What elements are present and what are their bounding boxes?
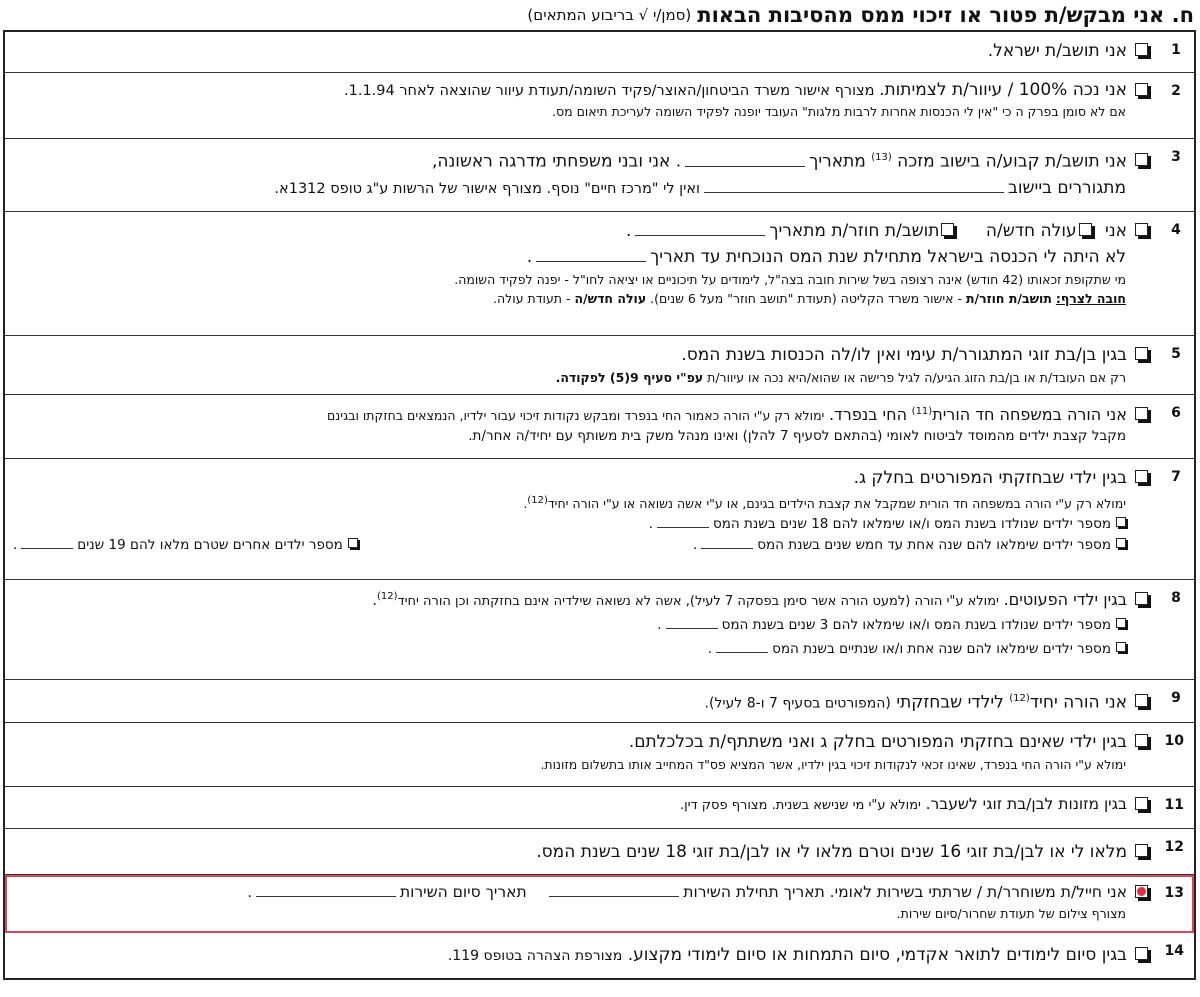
item-5 [5, 336, 1194, 395]
sub-label: מספר ילדים אחרים שטרם מלאו להם 19 שנים [77, 537, 343, 554]
item-text: אני [1105, 221, 1127, 241]
checkbox-degree-completion[interactable] [1135, 947, 1148, 960]
item-note: ימולא ע"י הורה החי בנפרד, שאינו זכאי לנקודות זיכוי בגין ילדיו, אשר המציא פס"ד המחייב אותו בתשלום מזונות. [540, 757, 1126, 772]
item-text: לא היתה לי הכנסה בישראל מתחילת שנת המס הנוכחית עד תאריך [650, 247, 1126, 267]
item-text: אני נכה 100% / עיוור/ת לצמיתות. [879, 80, 1127, 100]
item-number: 11 [1164, 797, 1184, 813]
item-11 [5, 787, 1194, 829]
checkbox-children-not-in-custody[interactable] [1135, 734, 1148, 747]
until-date-field[interactable] [536, 247, 646, 262]
sub-item-1-5: מספר ילדים שימלאו להם שנה אחת עד חמש שנים בשנת המס. [693, 534, 1126, 555]
item-text: בגין מזונות לבן/בת זוגי לשעבר. [925, 795, 1127, 813]
footnote-ref: (12) [1009, 693, 1030, 704]
item-text: אני תושב/ת ישראל. [987, 41, 1127, 61]
attach-bold: תושב/ת חוזר/ת [965, 291, 1052, 306]
item-number: 7 [1171, 469, 1181, 485]
item-number: 1 [1171, 42, 1181, 58]
sub-item-born-or-18: מספר ילדים שנולדו בשנת המס ו/או שימלאו להם 18 שנים בשנת המס. [13, 513, 1148, 534]
from-date-field[interactable] [635, 221, 765, 236]
sub-label: מספר ילדים שימלאו להם שנה אחת עד חמש שנים בשנת המס [757, 537, 1111, 554]
item-text: . אני ובני משפחתי מדרגה ראשונה, [431, 151, 682, 172]
item-text: ואין לי "מרכז חיים" נוסף. מצורף אישור של הרשות ע"ג טופס 1312א. [274, 180, 701, 197]
sub-label: מספר ילדים שנולדו בשנת המס ו/או שימלאו להם 3 שנים בשנת המס [721, 616, 1111, 633]
footnote-ref: (12) [376, 591, 398, 602]
item-text: מתגוררים ביישוב [1008, 177, 1126, 198]
item-number: 6 [1171, 405, 1181, 421]
item-1 [5, 32, 1194, 73]
item-number: 4 [1171, 222, 1181, 238]
item-note: מקבל קצבת ילדים מהמוסד לביטוח לאומי (בהתאם לסעיף 7 להלן) ואינו מנהל משק בית משותף עם יחיד/ה אחר/ת. [468, 427, 1126, 444]
checkbox-discharged-soldier[interactable] [1135, 885, 1148, 898]
item-13: 13 אני חייל/ת משוחרר/ת / שרתתי בשירות לאומי. תאריך תחילת השירות תאריך סיום השירות. מצורף צילום של תעודת שחרור/סיום שירות. [5, 875, 1194, 933]
checkbox-single-parent[interactable] [1135, 694, 1148, 707]
item-text: (המפורטים בסעיף 7 ו-8 לעיל). [704, 695, 891, 712]
item-8: 8 בגין ילדי הפעוטים. ימולא ע"י הורה (למעט הורה אשר סימן בפסקה 7 לעיל), אשה לא נשואה שילדיה אינם בחזקתה וכן הורה יחיד$^{(12)}$. מספר ילדים שנולדו בשנת המס ו/או שימלאו להם 3 שנים בשנת המס. מספר ילדים שימלאו להם שנה אחת ו/או שנתיים בשנת המס. [5, 580, 1194, 680]
item-text: בגין סיום לימודים לתואר אקדמי, סיום התמחות או סיום לימודי מקצוע. [627, 945, 1127, 965]
item-text: אני חייל/ת משוחרר/ת / שרתתי בשירות לאומי. תאריך תחילת השירות [683, 883, 1127, 901]
sub-label: מספר ילדים שנולדו בשנת המס ו/או שימלאו להם 18 שנים בשנת המס [712, 516, 1111, 533]
item-text: ימולא רק ע"י הורה כאמור החי בנפרד ומבקש נקודות זיכוי עבור ילדיו, הנמצאים בחזקתו ובגינם [327, 407, 825, 423]
sub-label: מספר ילדים שימלאו להם שנה אחת ו/או שנתיים בשנת המס [772, 640, 1111, 657]
item-text: בגין בן/בת זוגי המתגורר/ת עימי ואין לו/לה הכנסות בשנת המס. [681, 345, 1127, 365]
attach-bold: עולה חדש/ה [574, 291, 647, 306]
item-text: לילדי שבחזקתי [896, 692, 1004, 713]
count-field[interactable] [657, 513, 709, 528]
checkbox-age-16-18[interactable] [1135, 844, 1148, 857]
item-note: מצורפת הצהרה בטופס 119. [447, 948, 623, 964]
item-number: 3 [1171, 149, 1181, 165]
count-field[interactable] [701, 534, 753, 549]
checkbox-resident[interactable] [1135, 43, 1148, 56]
checkbox-sub[interactable] [1116, 642, 1126, 652]
item-text: החי בנפרד. [828, 404, 908, 424]
item-6 [5, 395, 1194, 459]
item-text: מתאריך [769, 221, 826, 241]
option-label: תושב/ת חוזר/ת [831, 221, 940, 241]
checkbox-toddlers[interactable] [1135, 592, 1148, 605]
checkbox-children-in-custody[interactable] [1135, 470, 1148, 483]
item-text: מלאו לי או לבן/בת זוגי 16 שנים וטרם מלאו לי או לבן/בת זוגי 18 שנים בשנת המס. [536, 842, 1127, 862]
item-12 [5, 829, 1194, 875]
footnote-ref: (11) [911, 406, 933, 417]
sub-item-row [13, 534, 1148, 555]
attach-text: - תעודת עולה. [493, 291, 571, 306]
item-number: 14 [1164, 943, 1184, 959]
item-text: אני הורה יחיד [1029, 692, 1127, 713]
section-heading: ח. אני מבקש/ת פטור או זיכוי ממס מהסיבות הבאות [697, 3, 1194, 27]
checkbox-sub[interactable] [1116, 538, 1126, 548]
exemption-form [3, 30, 1196, 980]
checkbox-single-parent-separate[interactable] [1135, 407, 1148, 420]
checkbox-qualifying-settlement[interactable] [1135, 153, 1148, 166]
service-start-date-field[interactable] [549, 882, 679, 897]
footnote-ref: (13) [871, 152, 892, 163]
checkbox-new-immigrant-returning[interactable] [1135, 223, 1148, 236]
item-text-cont: מצורף אישור משרד הביטחון/האוצר/פקיד השומה/תעודת עיוור שהוצאה לאחר 1.1.94. [344, 83, 875, 99]
section-instruction: (סמן/י √ בריבוע המתאים) [527, 6, 692, 24]
item-text: בגין ילדי שבחזקתי המפורטים בחלק ג. [853, 468, 1127, 488]
item-text: תאריך סיום השירות [399, 883, 527, 901]
count-field[interactable] [666, 614, 718, 629]
item-number: 13 [1164, 885, 1184, 901]
item-number: 5 [1171, 346, 1181, 362]
checkbox-sub[interactable] [1116, 517, 1126, 527]
note-text: רק אם העובד/ת או בן/בת הזוג הגיע/ה לגיל פרישה או שהוא/היא נכה או עיוור/ת [707, 370, 1126, 385]
item-note: מצורף צילום של תעודת שחרור/סיום שירות. [896, 906, 1126, 921]
item-text: אני הורה במשפחה חד הורית [932, 404, 1127, 424]
sub-item-under-19: מספר ילדים אחרים שטרם מלאו להם 19 שנים. [13, 534, 358, 555]
note-text: ימולא רק ע"י הורה במשפחה חד הורית שמקבל את קצבת הילדים בגינם, או ע"י אשה נשואה או ע"י הורה יחיד [547, 496, 1126, 512]
item-note: ימולא ע"י הורה (למעט הורה אשר סימן בפסקה 7 לעיל), אשה לא נשואה שילדיה אינם בחזקתה וכן הורה יחיד [397, 593, 999, 609]
item-attach-note [13, 289, 1148, 308]
count-field[interactable] [21, 534, 73, 549]
item-text: אני תושב/ת קבוע/ה בישוב מזכה [897, 151, 1127, 172]
section-title [0, 0, 1200, 30]
sub-item-1-2: מספר ילדים שימלאו להם שנה אחת ו/או שנתיים בשנת המס. [13, 637, 1148, 661]
item-4: 4 אני עולה חדש/ה תושב/ת חוזר/ת מתאריך. לא היתה לי הכנסה בישראל מתחילת שנת המס הנוכחית עד תאריך. מי שתקופת זכאותו (42 חודש) אינה רצופה בשל שירות חובה בצה"ל, לימודים על תיכוניים או יציאה לחו"ל - יפנה לפקיד השומה. חובה לצרף: תושב/ת חוזר/ת - אישור משרד הקליטה (תעודת "תושב חוזר" מעל 6 שנים). עולה חדש/ה - תעודת עולה. [5, 212, 1194, 336]
item-7 [5, 459, 1194, 580]
attach-label: חובה לצרף: [1055, 291, 1126, 306]
sub-item-born-or-3: מספר ילדים שנולדו בשנת המס ו/או שימלאו להם 3 שנים בשנת המס. [13, 613, 1148, 637]
item-text: בגין ילדי הפעוטים. [1003, 589, 1127, 609]
item-note: ימולא ע"י מי שנישא בשנית. מצורף פסק דין. [679, 798, 921, 813]
item-note: מי שתקופת זכאותו (42 חודש) אינה רצופה בשל שירות חובה בצה"ל, לימודים על תיכוניים או יציאה לחו"ל - יפנה לפקיד השומה. [454, 272, 1126, 287]
item-9 [5, 680, 1194, 723]
item-10 [5, 723, 1194, 787]
checkbox-returning-resident[interactable] [941, 223, 954, 236]
checkbox-disabled-blind[interactable] [1135, 83, 1148, 96]
option-label: עולה חדש/ה [985, 221, 1077, 241]
item-number: 12 [1164, 839, 1184, 855]
item-note: ימולא רק ע"י הורה במשפחה חד הורית שמקבל את קצבת הילדים בגינם, או ע"י אשה נשואה או ע"י הורה יחיד$^{(12)}$. [523, 495, 1126, 512]
count-field[interactable] [716, 638, 768, 653]
checkbox-spouse-no-income[interactable] [1135, 347, 1148, 360]
attach-text: - אישור משרד הקליטה (תעודת "תושב חוזר" מעל 6 שנים). [650, 291, 962, 306]
footnote-ref: (12) [527, 495, 548, 506]
item-14 [5, 933, 1194, 978]
checkbox-new-immigrant[interactable] [1079, 223, 1092, 236]
item-text: בגין ילדי שאינם בחזקתי המפורטים בחלק ג ואני משתתף/ת בכלכלתם. [628, 732, 1127, 752]
checkbox-alimony[interactable] [1135, 797, 1148, 810]
note-bold: עפ"י סעיף 9(5) לפקודה. [555, 370, 704, 385]
item-note [13, 368, 1148, 387]
item-text: מתאריך [809, 151, 866, 172]
settlement-name-field[interactable] [704, 178, 1004, 193]
item-number: 10 [1164, 733, 1184, 749]
item-note: אם לא סומן בפרק ה כי "אין לי הכנסות אחרות לרבות מלגות" העובד יופנה לפקיד השומה לעריכת תיאום מס. [552, 104, 1126, 119]
from-date-field[interactable] [685, 152, 805, 167]
service-end-date-field[interactable] [256, 882, 396, 897]
checkbox-sub[interactable] [1116, 618, 1126, 628]
item-number: 9 [1171, 690, 1181, 706]
item-number: 8 [1171, 590, 1181, 606]
item-3 [5, 139, 1194, 212]
checkbox-sub[interactable] [348, 538, 358, 548]
item-2 [5, 73, 1194, 139]
item-number: 2 [1171, 83, 1181, 99]
